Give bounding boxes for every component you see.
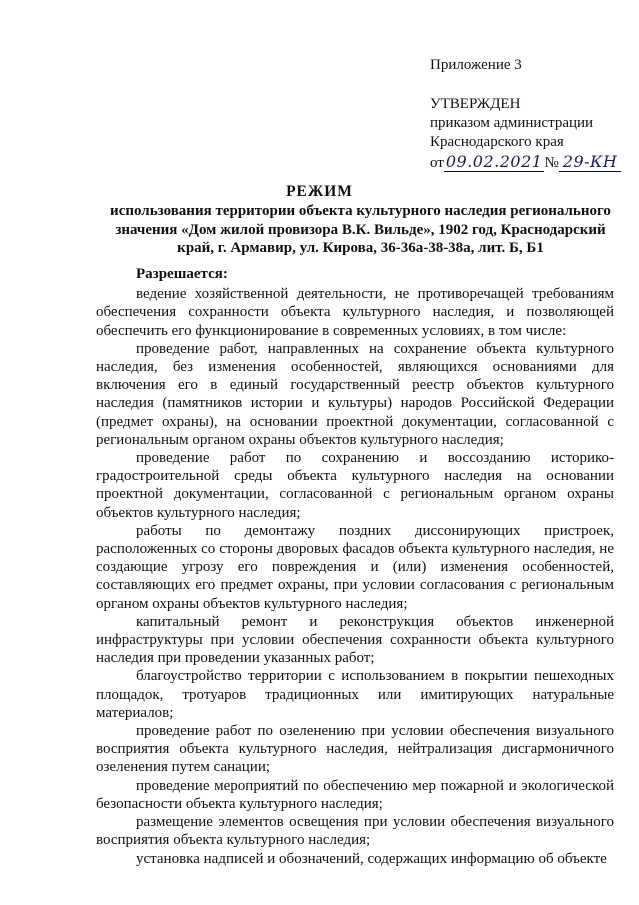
appendix-label: Приложение 3 bbox=[430, 57, 522, 73]
approved-authority: Краснодарского края bbox=[430, 134, 564, 150]
approved-label: УТВЕРЖДЕН bbox=[430, 96, 521, 112]
paragraph: проведение работ по озеленению при условии обеспечения визуального восприятия объекта культурного наследия, нейтрализация дисгармоничного озеленения путем санации; bbox=[96, 723, 614, 776]
handwritten-number: 29-КН bbox=[559, 152, 622, 172]
document-body bbox=[96, 265, 614, 868]
paragraph: проведение мероприятий по обеспечению мер пожарной и экологической безопасности объекта культурного наследия; bbox=[96, 777, 614, 812]
paragraph: работы по демонтажу поздних диссонирующих пристроек, расположенных со стороны дворовых фасадов объекта культурного наследия, не создающие угрозу его повреждения и (или) изменения особенностей, составляющих его предмет охраны, при условии согласования с региональным органом охраны объектов культурного наследия; bbox=[96, 522, 614, 612]
handwritten-date: 09.02.2021 bbox=[445, 152, 543, 171]
document-subtitle: использования территории объекта культурного наследия регионального значения «Дом жилой провизора В.К. Вильде», 1902 год, Краснодарский край, г. Армавир, ул. Кирова, 36-36а-38-38а, лит. Б, Б1 bbox=[110, 203, 611, 256]
paragraph: установка надписей и обозначений, содержащих информацию об объекте bbox=[136, 850, 607, 867]
approved-by-order: приказом администрации bbox=[430, 115, 594, 131]
paragraph: благоустройство территории с использованием в покрытии пешеходных площадок, тротуаров традиционных или имитирующих натуральные материалов; bbox=[96, 668, 614, 721]
from-label: от bbox=[430, 155, 444, 171]
paragraph: ведение хозяйственной деятельности, не противоречащей требованиям обеспечения сохранности объекта культурного наследия, и позволяющей обеспечить его функционирование в современных условиях, в том числе: bbox=[96, 286, 614, 339]
approval-block bbox=[430, 56, 621, 173]
paragraph: капитальный ремонт и реконструкция объектов инженерной инфраструктуры при условии обеспечения сохранности объекта культурного наследия при проведении указанных работ; bbox=[96, 613, 614, 667]
number-label: № bbox=[544, 155, 559, 171]
paragraph: проведение работ, направленных на сохранение объекта культурного наследия, без изменения особенностей, являющихся основаниями для включения его в единый государственный реестр объектов культурного наследия (памятников истории и культуры) народов Российской Федерации (предмет охраны), на основании проектной документации, согласованной с региональным органом охраны объектов культурного наследия; bbox=[96, 340, 614, 448]
document-title: РЕЖИМ bbox=[286, 183, 353, 200]
paragraph: размещение элементов освещения при условии обеспечения визуального восприятия объекта культурного наследия; bbox=[96, 814, 614, 849]
paragraph: проведение работ по сохранению и воссозданию историко-градостроительной среды объекта культурного наследия на основании проектной документации, согласованной с региональным органом охраны объектов культурного наследия; bbox=[96, 450, 614, 521]
section-heading: Разрешается: bbox=[136, 266, 228, 282]
order-date-line bbox=[430, 152, 621, 173]
